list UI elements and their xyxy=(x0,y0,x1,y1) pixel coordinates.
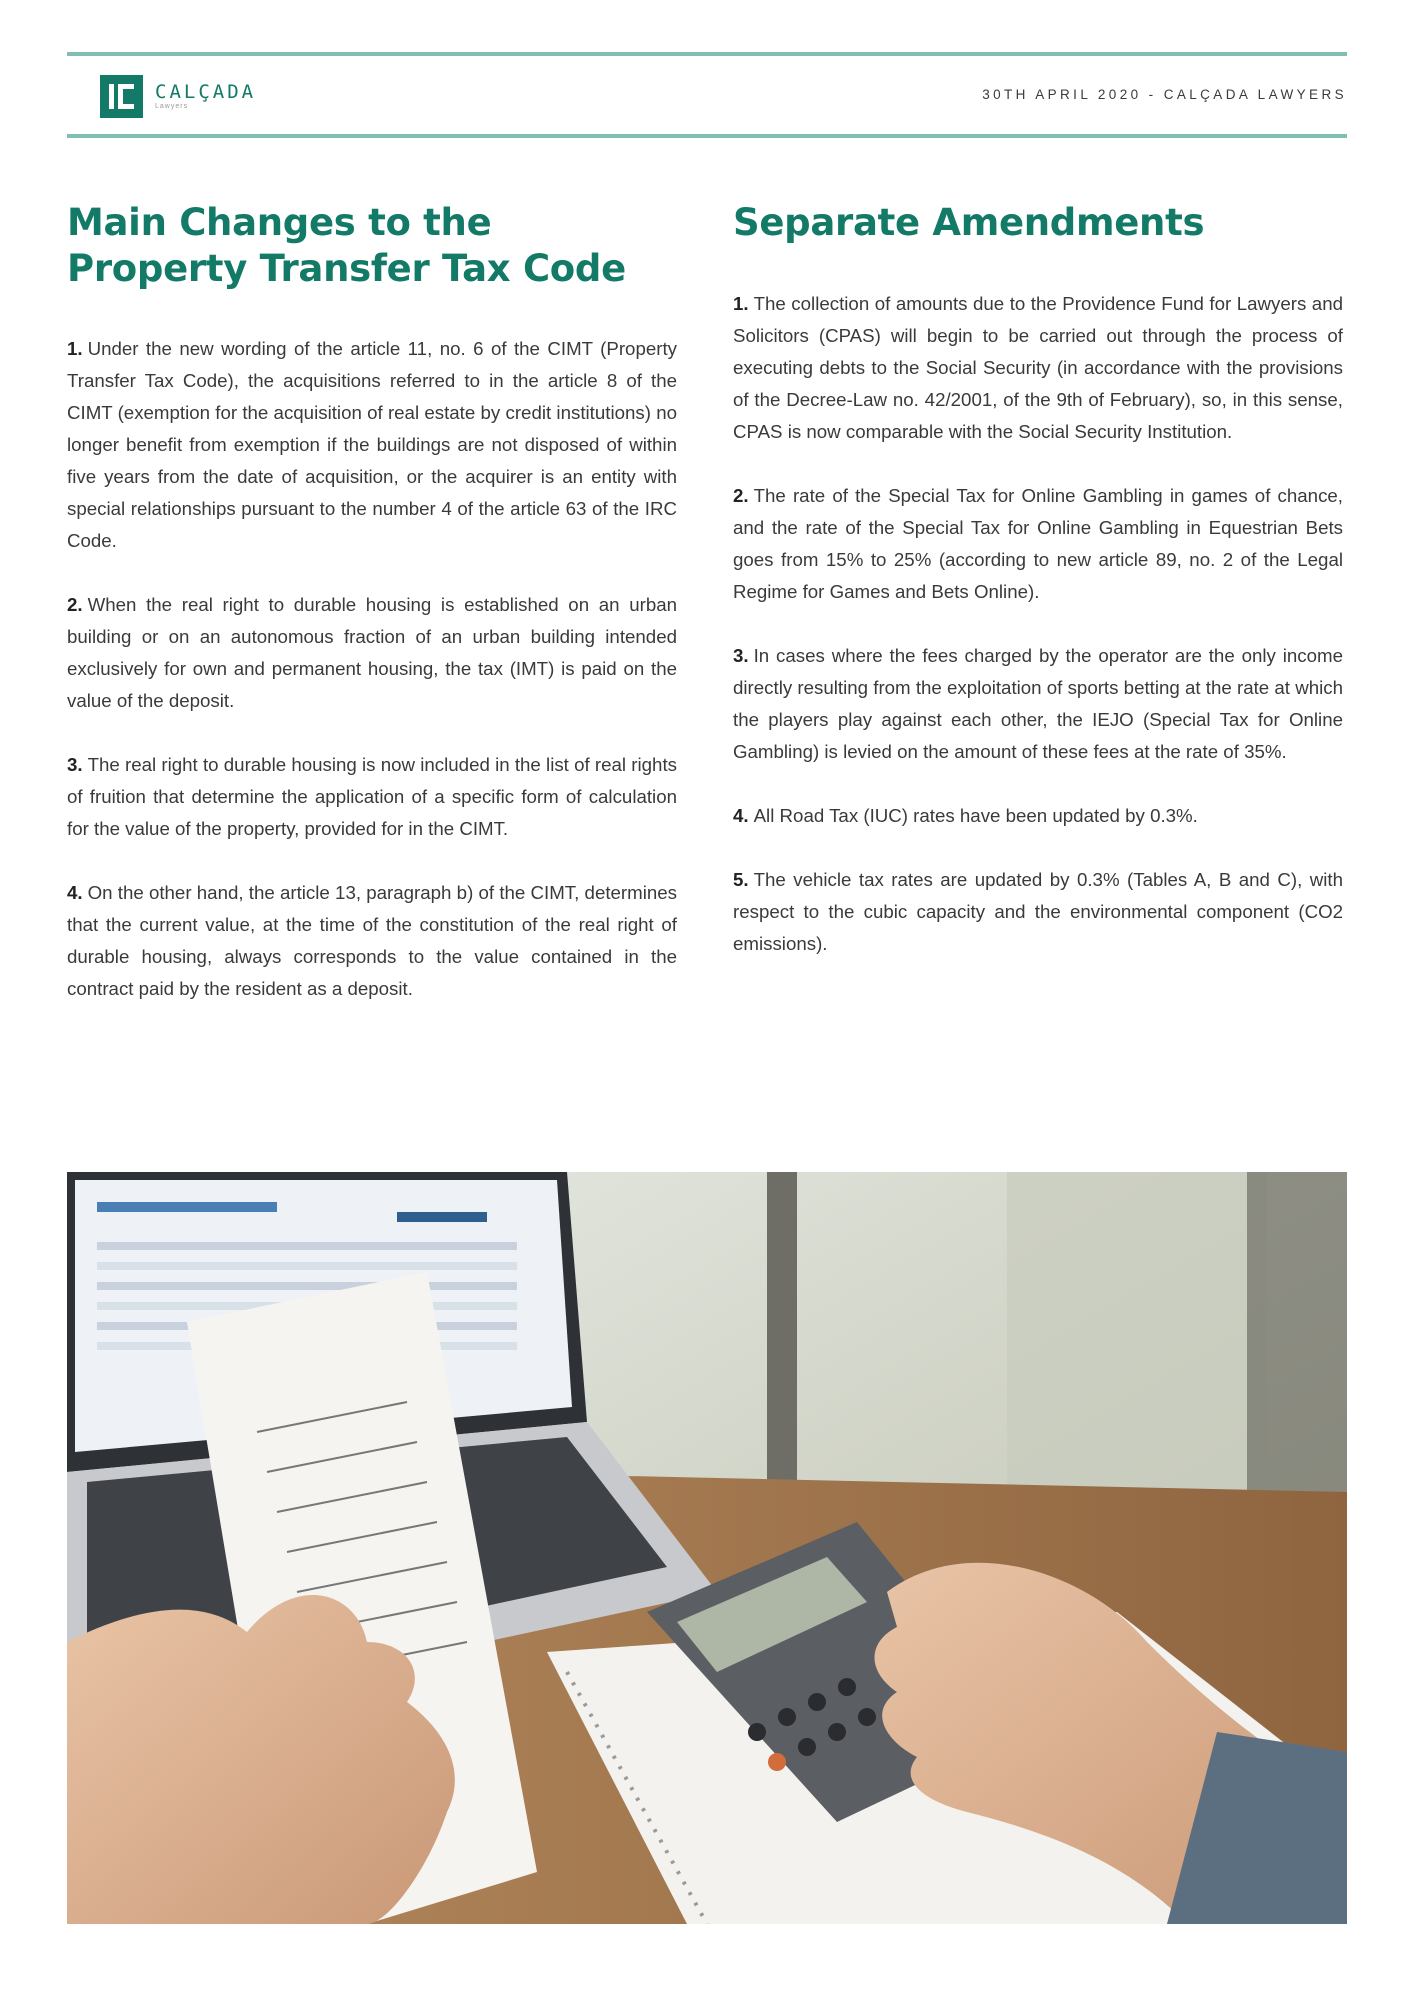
logo-name: CALÇADA xyxy=(155,80,257,103)
item-number: 2. xyxy=(67,594,83,615)
item-number: 1. xyxy=(733,293,749,314)
item-text: When the real right to durable housing is established on an urban building or on an autonomous fraction of an urban building intended exclusively for own and permanent housing, the tax (IMT) is paid on the value of the deposit. xyxy=(67,594,677,711)
right-section-title: Separate Amendments xyxy=(733,201,1205,244)
left-column xyxy=(67,200,677,1037)
item-text: The collection of amounts due to the Providence Fund for Lawyers and Solicitors (CPAS) will begin to be carried out through the process of executing debts to the Social Security (in accordance with the provisions of the Decree-Law no. 42/2001, of the 9th of February), so, in this sense, CPAS is now comparable with the Social Security Institution. xyxy=(733,293,1343,442)
header-bottom-rule xyxy=(67,134,1347,138)
header-top-rule xyxy=(67,52,1347,56)
item-text: All Road Tax (IUC) rates have been updated by 0.3%. xyxy=(753,805,1198,826)
item-number: 3. xyxy=(67,754,83,775)
item-text: The real right to durable housing is now included in the list of real rights of fruition that determine the application of a specific form of calculation for the value of the property, provided for in the CIMT. xyxy=(67,754,677,839)
item-number: 5. xyxy=(733,869,749,890)
left-item-2 xyxy=(67,589,677,717)
logo-subtitle: Lawyers xyxy=(155,102,189,110)
left-item-4 xyxy=(67,877,677,1005)
item-number: 3. xyxy=(733,645,749,666)
tax-calculation-photo xyxy=(67,1172,1347,1924)
calcada-logo-icon xyxy=(100,75,143,118)
item-text: The rate of the Special Tax for Online Gambling in games of chance, and the rate of the Special Tax for Online Gambling in Equestrian Bets goes from 15% to 25% (according to new article 89, no. 2 of the Legal Regime for Games and Bets Online). xyxy=(733,485,1343,602)
item-number: 4. xyxy=(733,805,749,826)
item-text: The vehicle tax rates are updated by 0.3% (Tables A, B and C), with respect to the cubic capacity and the environmental component (CO2 emissions). xyxy=(733,869,1343,954)
right-item-2 xyxy=(733,480,1343,608)
calcada-logo xyxy=(100,74,256,118)
item-text: Under the new wording of the article 11, no. 6 of the CIMT (Property Transfer Tax Code), the acquisitions referred to in the article 8 of the CIMT (exemption for the acquisition of real estate by credit institutions) no longer benefit from exemption if the buildings are not disposed of within five years from the date of acquisition, or the acquirer is an entity with special relationships pursuant to the number 4 of the article 63 of the IRC Code. xyxy=(67,338,677,551)
left-item-1 xyxy=(67,333,677,557)
right-item-1 xyxy=(733,288,1343,448)
item-number: 2. xyxy=(733,485,749,506)
header-date-firm: 30TH APRIL 2020 - CALÇADA LAWYERS xyxy=(982,87,1347,102)
right-item-4 xyxy=(733,800,1343,832)
right-item-3 xyxy=(733,640,1343,768)
item-text: In cases where the fees charged by the operator are the only income directly resulting from the exploitation of sports betting at the rate at which the players play against each other, the IEJO (Special Tax for Online Gambling) is levied on the amount of these fees at the rate of 35%. xyxy=(733,645,1343,762)
right-item-5 xyxy=(733,864,1343,960)
item-number: 4. xyxy=(67,882,83,903)
right-column xyxy=(733,200,1343,992)
item-number: 1. xyxy=(67,338,83,359)
left-section-title: Main Changes to the Property Transfer Tax Code xyxy=(67,201,626,290)
item-text: On the other hand, the article 13, paragraph b) of the CIMT, determines that the current value, at the time of the constitution of the real right of durable housing, always corresponds to the value contained in the contract paid by the resident as a deposit. xyxy=(67,882,677,999)
left-item-3 xyxy=(67,749,677,845)
